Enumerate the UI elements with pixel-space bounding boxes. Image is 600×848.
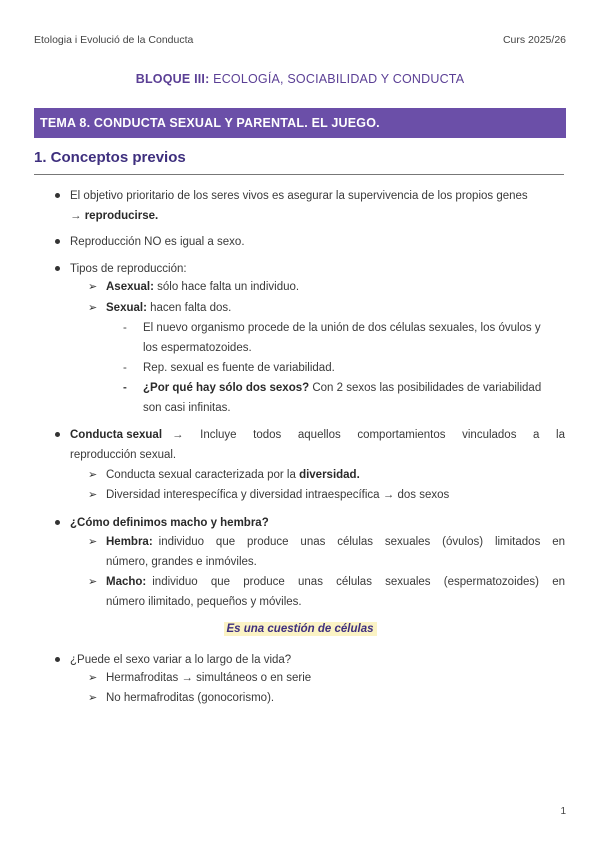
cuestion-celulas-line: [0, 622, 600, 636]
bloque-label: BLOQUE III:: [135, 72, 210, 86]
dos-sexos-line-1: [143, 381, 541, 395]
conducta-sexual-line-2: reproducción sexual.: [70, 449, 177, 461]
bullet-icon: [55, 193, 60, 198]
variar-question: ¿Puede el sexo variar a lo largo de la vida?: [70, 654, 292, 666]
macho-label: Macho:: [106, 576, 147, 588]
bullet-icon: [55, 239, 60, 244]
course-name: Etologia i Evolució de la Conducta: [34, 34, 194, 46]
no-hermafroditas-item: No hermafroditas (gonocorismo).: [106, 692, 275, 704]
dash-icon: -: [123, 382, 127, 394]
hembra-line-1: [106, 535, 565, 549]
arrowhead-icon: ➢: [88, 692, 98, 704]
asexual-text: sólo hace falta un individuo.: [157, 281, 300, 293]
asexual-item: [106, 280, 299, 294]
sexual-label: Sexual:: [106, 302, 147, 314]
tema-title: TEMA 8. CONDUCTA SEXUAL Y PARENTAL. EL JUEGO.: [40, 116, 380, 130]
objetivo-line-2: [70, 209, 158, 223]
section-title: 1. Conceptos previos: [34, 149, 186, 166]
sexual-text: hacen falta dos.: [150, 302, 232, 314]
bullet-icon: [55, 266, 60, 271]
hermafroditas-item: Hermafroditas → simultáneos o en serie: [106, 672, 312, 684]
asexual-label: Asexual:: [106, 281, 154, 293]
arrowhead-icon: ➢: [88, 489, 98, 501]
arrowhead-icon: ➢: [88, 302, 98, 314]
arrowhead-icon: ➢: [88, 672, 98, 684]
organismo-line-1: El nuevo organismo procede de la unión de dos células sexuales, los óvulos y: [143, 322, 541, 334]
dos-sexos-answer: Con 2 sexos las posibilidades de variabilidad: [312, 382, 542, 394]
reproduccion-sexo: Reproducción NO es igual a sexo.: [70, 236, 245, 248]
section-divider: [34, 174, 564, 175]
bloque-name: ECOLOGÍA, SOCIABILIDAD Y CONDUCTA: [213, 72, 465, 86]
hembra-label: Hembra:: [106, 536, 153, 548]
definimos-text: ¿Cómo definimos macho y hembra?: [70, 517, 269, 529]
dash-icon: -: [123, 362, 127, 374]
page-number: 1: [560, 806, 566, 817]
bullet-icon: [55, 520, 60, 525]
arrowhead-icon: ➢: [88, 536, 98, 548]
arrowhead-icon: ➢: [88, 576, 98, 588]
dash-icon: -: [123, 322, 127, 334]
sexual-item: [106, 301, 231, 315]
hembra-line-2: número, grandes e inmóviles.: [106, 556, 257, 568]
hembra-def: individuo que produce unas células sexuales (óvulos) limitados en: [158, 536, 565, 548]
tipos-reproduccion: Tipos de reproducción:: [70, 263, 187, 275]
diversidad-bold: diversidad.: [299, 469, 360, 481]
bullet-icon: [55, 432, 60, 437]
conducta-sexual-term: Conducta sexual: [70, 429, 163, 441]
organismo-line-2: los espermatozoides.: [143, 342, 252, 354]
cuestion-celulas: Es una cuestión de células: [224, 622, 377, 636]
dos-sexos-question: ¿Por qué hay sólo dos sexos?: [143, 382, 310, 394]
macho-line-1: [106, 575, 565, 589]
bloque-title: [0, 72, 600, 86]
rep-sexual-variabilidad: Rep. sexual es fuente de variabilidad.: [143, 362, 335, 374]
arrowhead-icon: ➢: [88, 281, 98, 293]
conducta-sexual-def: → Incluye todos aquellos comportamientos vinculados a la: [172, 429, 565, 441]
objetivo-line-1: El objetivo prioritario de los seres vivos es asegurar la supervivencia de los propios genes: [70, 190, 528, 202]
macho-def: individuo que produce unas células sexuales (espermatozoides) en: [152, 576, 565, 588]
macho-line-2: número ilimitado, pequeños y móviles.: [106, 596, 302, 608]
arrow-icon: →: [70, 210, 82, 222]
inter-intra-item: Diversidad interespecífica y diversidad intraespecífica → dos sexos: [106, 489, 450, 501]
definimos-question: [70, 516, 269, 530]
bullet-icon: [55, 657, 60, 662]
diversidad-item: [106, 468, 360, 482]
reproducirse-text: reproducirse.: [84, 210, 159, 222]
dos-sexos-line-2: son casi infinitas.: [143, 402, 231, 414]
diversidad-text: Conducta sexual caracterizada por la: [106, 469, 296, 481]
arrowhead-icon: ➢: [88, 469, 98, 481]
course-year: Curs 2025/26: [502, 34, 566, 46]
conducta-sexual-line-1: [70, 428, 565, 442]
